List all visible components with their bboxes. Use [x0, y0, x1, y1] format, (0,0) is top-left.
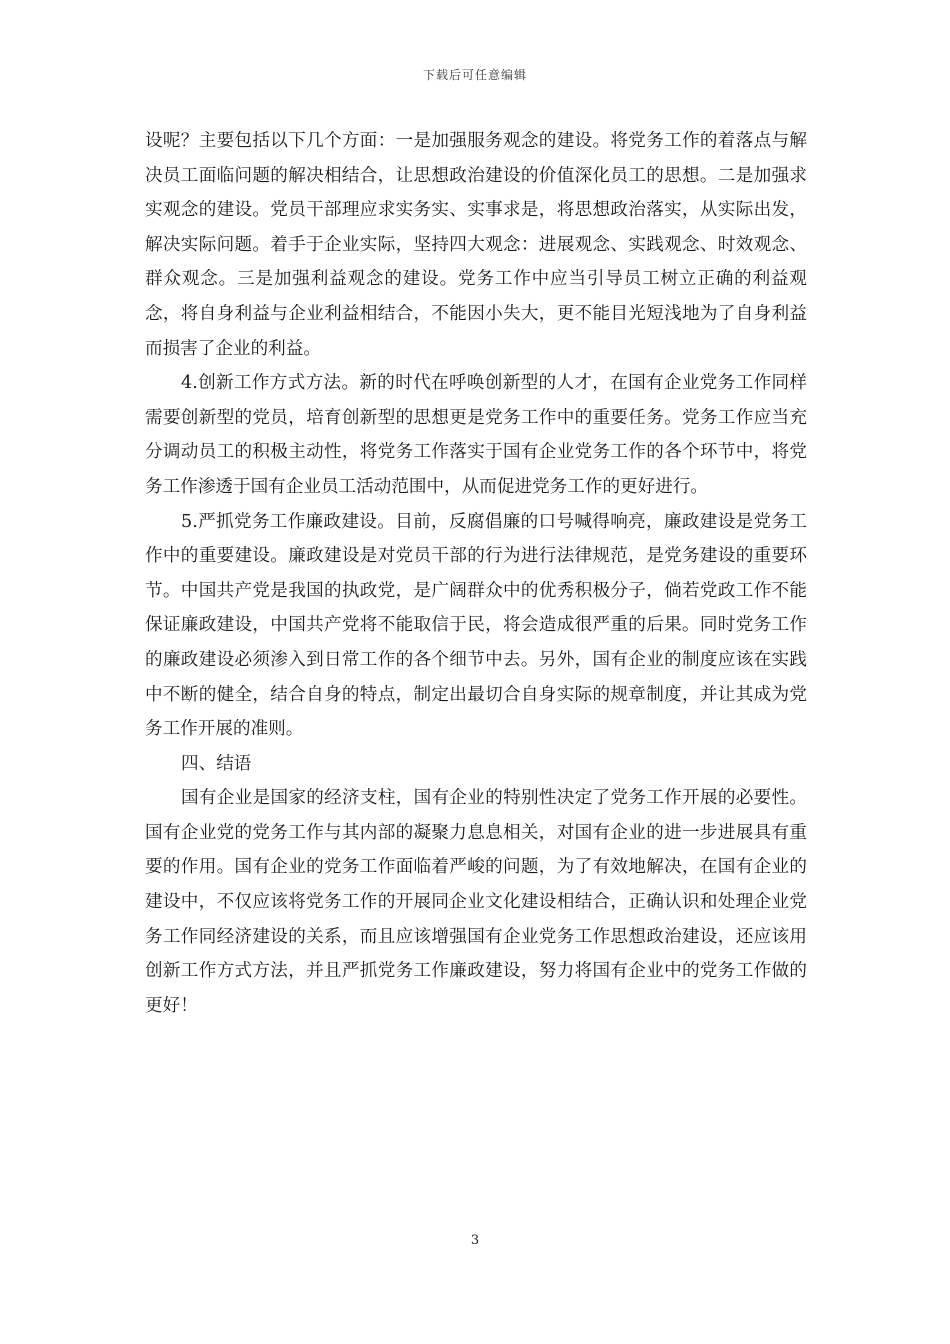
- page-number: 3: [470, 1233, 480, 1248]
- section-heading-conclusion: 四、结语: [181, 753, 252, 774]
- paragraph-conclusion: 国有企业是国家的经济支柱，国有企业的特别性决定了党务工作开展的必要性。国有企业党的党务工作与其内部的凝聚力息息相关，对国有企业的进一步进展具有重要的作用。国有企业的党务工作面临着严峻的问题，为了有效地解决，在国有企业的建设中，不仅应该将党务工作的开展同企业文化建设相结合，正确认识和处理企业党务工作同经济建设的关系，而且应该增强国有企业党务工作思想政治建设，还应该用创新工作方式方法，并且严抓党务工作廉政建设，努力将国有企业中的党务工作做的更好！: [145, 788, 807, 1016]
- page-header: 下载后可任意编辑: [422, 68, 527, 82]
- paragraph-service-concepts: 设呢？主要包括以下几个方面：一是加强服务观念的建设。将党务工作的着落点与解决员工面临问题的解决相结合，让思想政治建设的价值深化员工的思想。二是加强求实观念的建设。党员干部理应求实务实、实事求是，将思想政治落实，从实际出发，解决实际问题。着手于企业实际，坚持四大观念：进展观念、实践观念、时效观念、群众观念。三是加强利益观念的建设。党务工作中应当引导员工树立正确的利益观念，将自身利益与企业利益相结合，不能因小失大，更不能目光短浅地为了自身利益而损害了企业的利益。: [145, 131, 807, 359]
- paragraph-innovate-methods: 4.创新工作方式方法。新的时代在呼唤创新型的人才，在国有企业党务工作同样需要创新型的党员，培育创新型的思想更是党务工作中的重要任务。党务工作应当充分调动员工的积极主动性，将党务工作落实于国有企业党务工作的各个环节中，将党务工作渗透于国有企业员工活动范围中，从而促进党务工作的更好进行。: [145, 373, 807, 497]
- paragraph-integrity-building: 5.严抓党务工作廉政建设。目前，反腐倡廉的口号喊得响亮，廉政建设是党务工作中的重要建设。廉政建设是对党员干部的行为进行法律规范，是党务建设的重要环节。中国共产党是我国的执政党，是广阔群众中的优秀积极分子，倘若党政工作不能保证廉政建设，中国共产党将不能取信于民，将会造成很严重的后果。同时党务工作的廉政建设必须渗入到日常工作的各个细节中去。另外，国有企业的制度应该在实践中不断的健全，结合自身的特点，制定出最切合自身实际的规章制度，并让其成为党务工作开展的准则。: [145, 511, 807, 740]
- document-body: [145, 124, 807, 1023]
